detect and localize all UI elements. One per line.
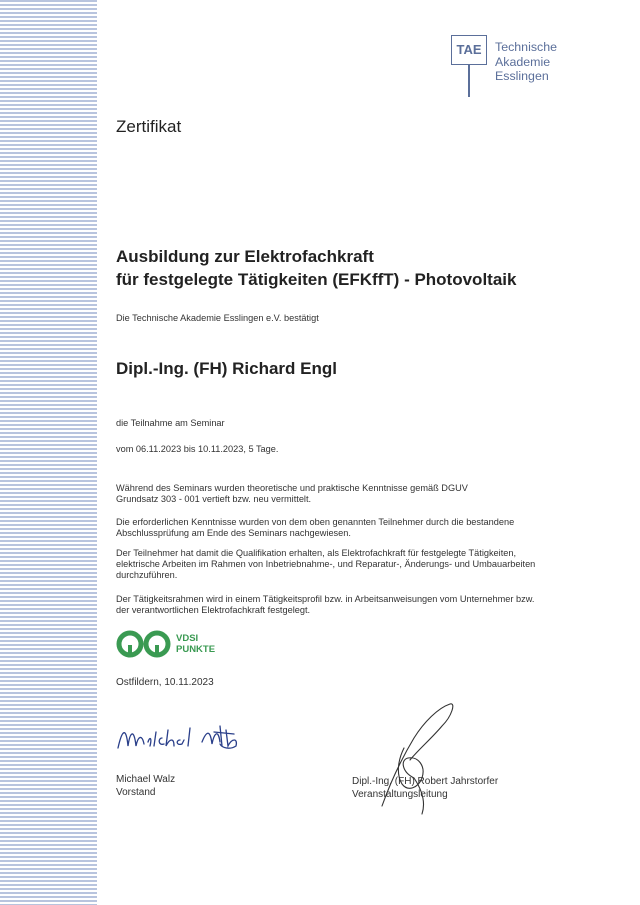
signatory-right-name: Dipl.-Ing. (FH) Robert Jahrstorfer [352,776,499,787]
certificate-heading: Zertifikat [116,117,182,136]
paragraph-line: der verantwortlichen Elektrofachkraft festgelegt. [116,605,311,615]
decorative-stripes [0,0,97,905]
logo-line [468,65,470,97]
signatory-left-role: Vorstand [116,787,156,798]
paragraph-line: durchzuführen. [116,570,178,580]
paragraph-exam [116,517,514,539]
signatory-left [116,773,175,799]
signature-left-icon [110,712,250,762]
confirmation-text: Die Technische Akademie Esslingen e.V. bestätigt [116,313,319,323]
paragraph-line: Abschlussprüfung am Ende des Seminars nachgewiesen. [116,528,351,538]
logo-line-2: Akademie [495,54,551,69]
paragraph-line: elektrische Arbeiten im Rahmen von Inbetriebnahme-, und Reparatur-, Änderungs- und Umbauarbeiten [116,559,536,569]
course-title-line-1: Ausbildung zur Elektrofachkraft [116,247,374,266]
paragraph-line: Während des Seminars wurden theoretische und praktische Kenntnisse gemäß DGUV [116,483,468,493]
paragraph-scope [116,594,534,616]
signatory-right [352,775,498,801]
paragraph-qualification [116,548,535,581]
vdsi-logo [116,629,226,659]
logo-line-3: Esslingen [495,69,549,84]
paragraph-line: Der Teilnehmer hat damit die Qualifikation erhalten, als Elektrofachkraft für festgelegte Tätigkeiten, [116,548,517,558]
vdsi-text [176,633,215,655]
paragraph-line: Der Tätigkeitsrahmen wird in einem Tätigkeitsprofil bzw. in Arbeitsanweisungen vom Unternehmer bzw. [116,594,535,604]
course-title-line-2: für festgelegte Tätigkeiten (EFKffT) - Photovoltaik [116,270,517,289]
paragraph-line: Die erforderlichen Kenntnisse wurden von dem oben genannten Teilnehmer durch die bestandene [116,517,515,527]
course-title [116,245,516,291]
recipient-name: Dipl.-Ing. (FH) Richard Engl [116,359,337,378]
tae-logo [451,35,581,95]
vdsi-rings-icon [116,629,174,659]
vdsi-line-1: VDSI [176,633,199,644]
vdsi-line-2: PUNKTE [176,644,216,655]
signatory-left-name: Michael Walz [116,774,176,785]
logo-line-1: Technische [495,40,557,54]
logo-abbr: TAE [451,35,487,65]
logo-text [495,40,557,84]
seminar-dates: vom 06.11.2023 bis 10.11.2023, 5 Tage. [116,444,279,454]
paragraph-line: Grundsatz 303 - 001 vertieft bzw. neu vermittelt. [116,494,312,504]
signatory-right-role: Veranstaltungsleitung [352,789,448,800]
place-date: Ostfildern, 10.11.2023 [116,677,214,688]
paragraph-knowledge [116,483,468,505]
participation-text: die Teilnahme am Seminar [116,418,225,428]
